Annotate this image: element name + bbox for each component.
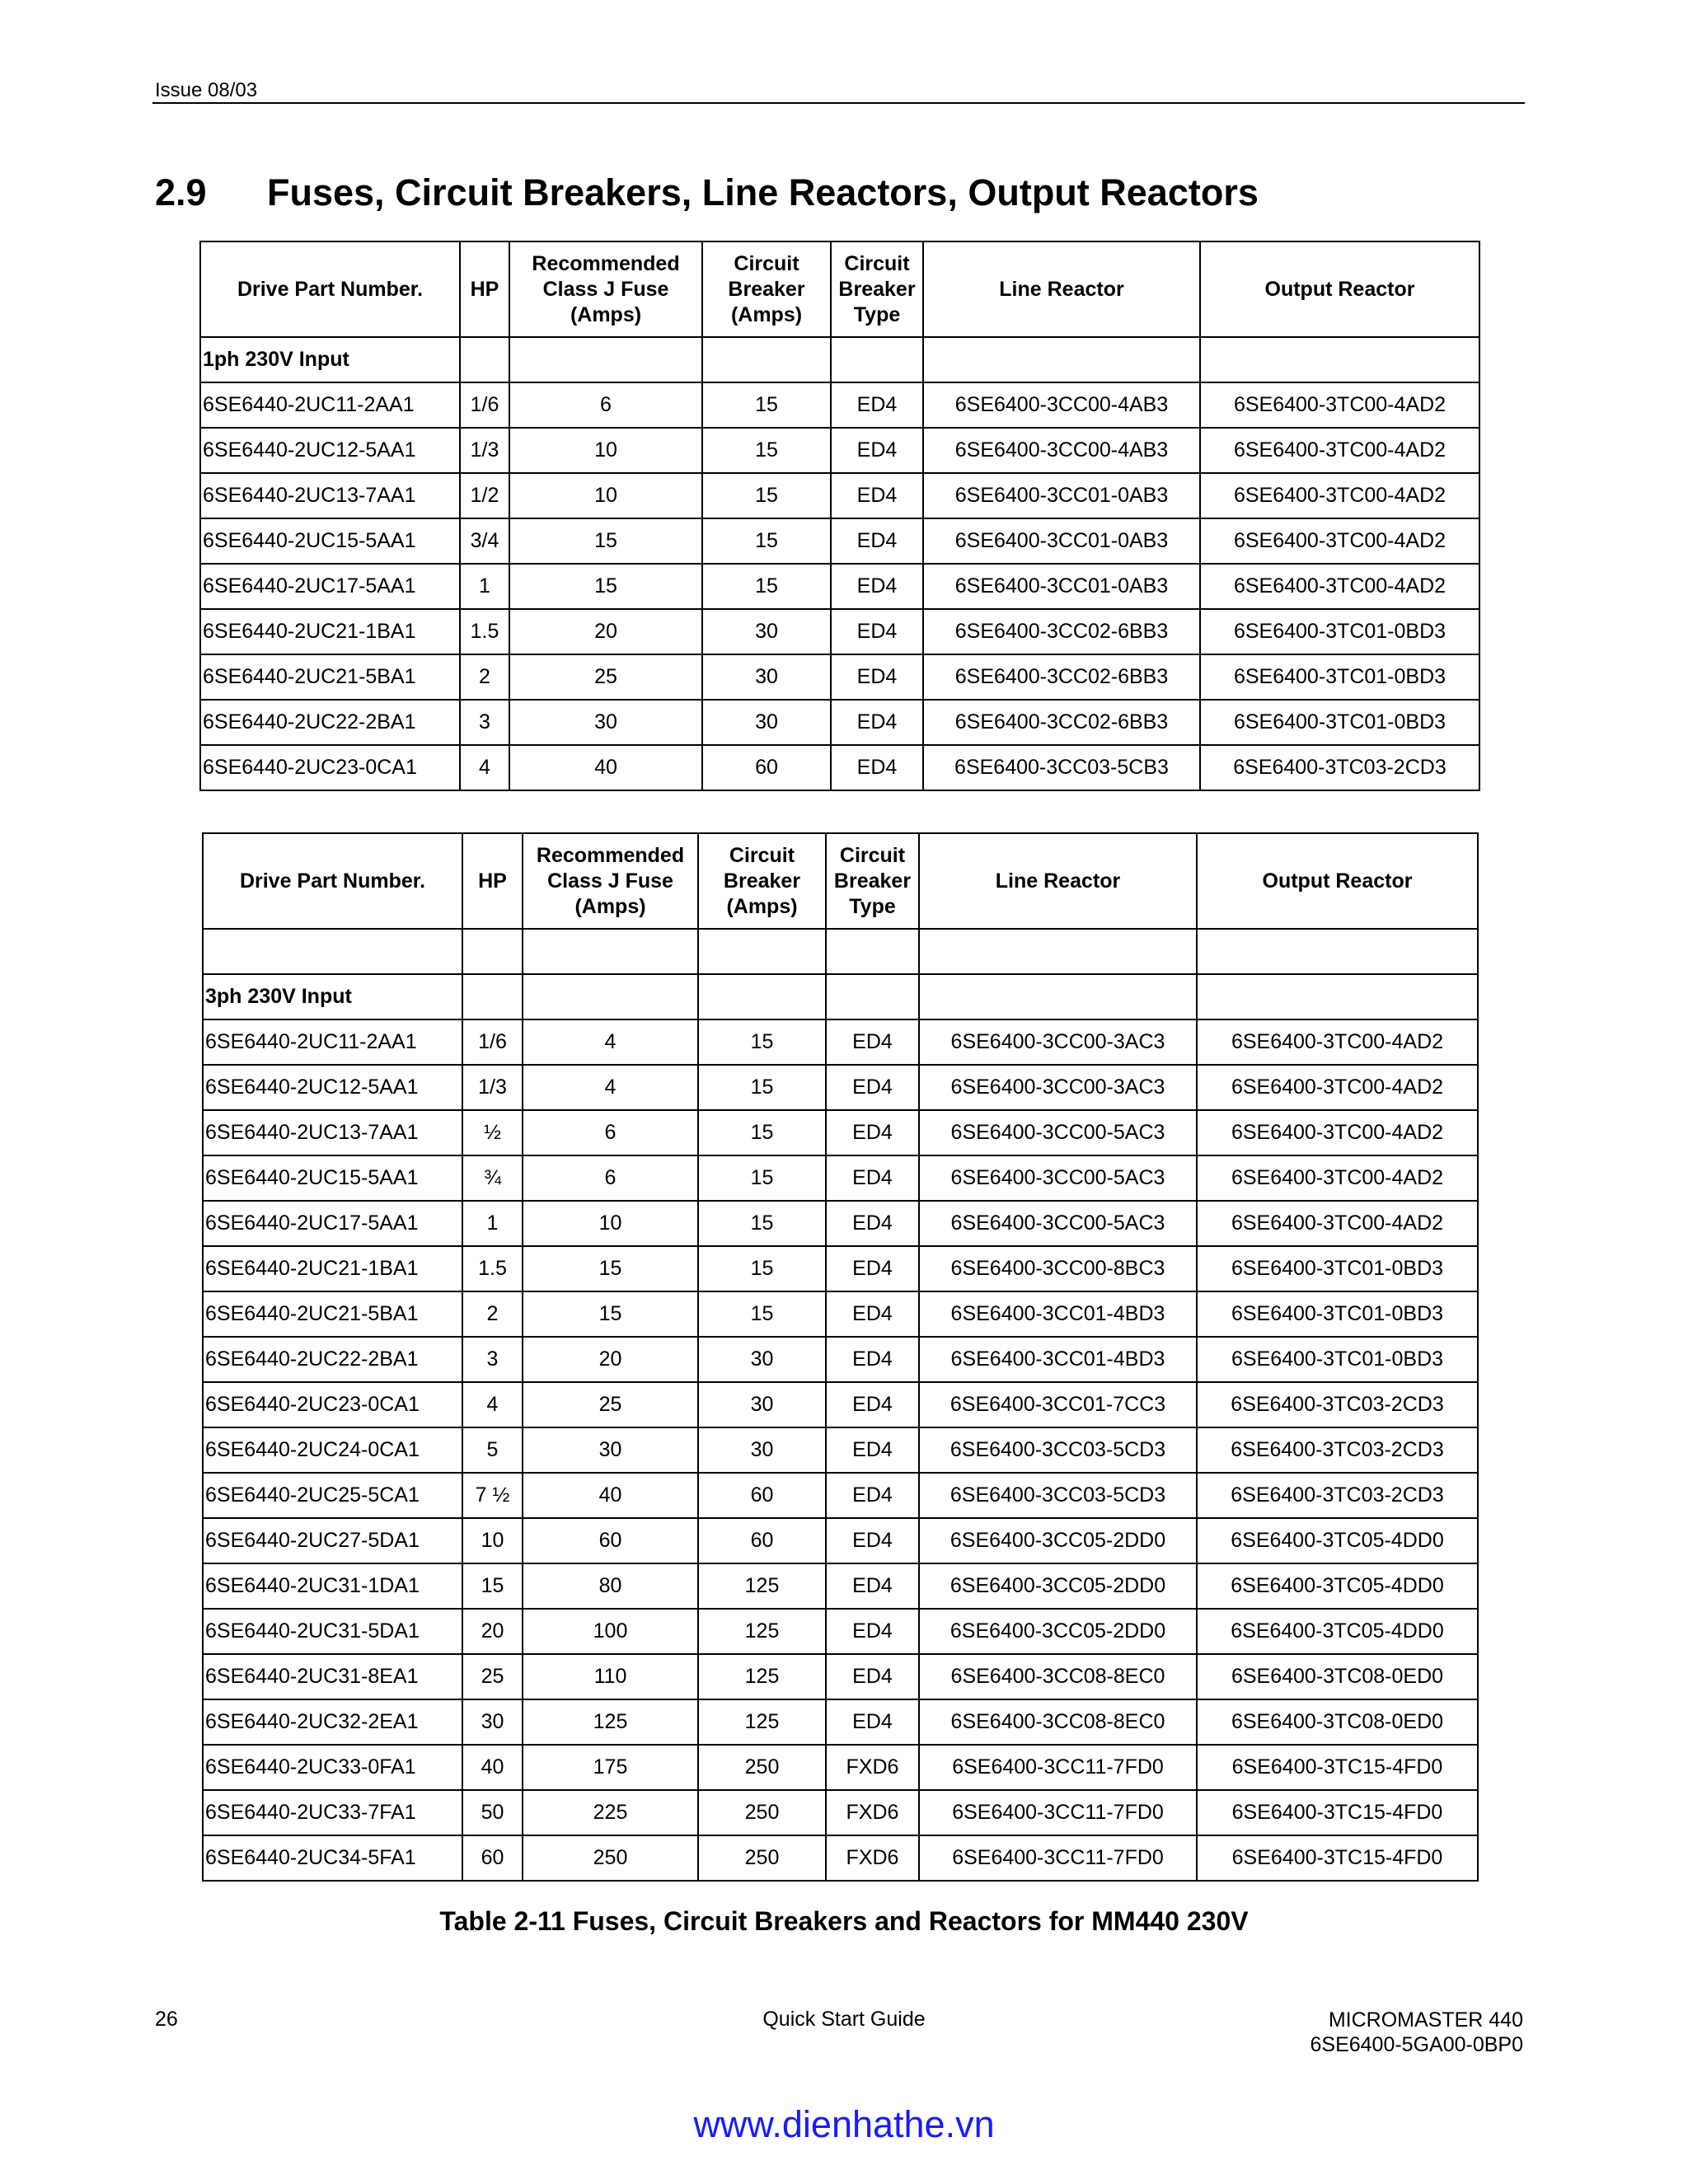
cell-fuse: 60 xyxy=(523,1518,698,1563)
cell-fuse: 40 xyxy=(509,745,702,790)
cell-breaker-type: ED4 xyxy=(826,1019,919,1065)
cell-output-reactor: 6SE6400-3TC00-4AD2 xyxy=(1200,473,1479,518)
cell-hp: 2 xyxy=(460,654,509,700)
cell-fuse: 4 xyxy=(523,1065,698,1110)
cell-breaker-amps: 30 xyxy=(702,654,831,700)
table-row xyxy=(203,1699,1478,1745)
col-header-hp: HP xyxy=(460,241,509,337)
cell-part-number: 6SE6440-2UC11-2AA1 xyxy=(200,382,460,428)
cell-hp: 1 xyxy=(462,1201,523,1246)
cell-part-number: 6SE6440-2UC13-7AA1 xyxy=(200,473,460,518)
cell-output-reactor: 6SE6400-3TC01-0BD3 xyxy=(1200,700,1479,745)
cell-breaker-type: ED4 xyxy=(826,1337,919,1382)
cell-output-reactor: 6SE6400-3TC03-2CD3 xyxy=(1197,1473,1478,1518)
cell-breaker-amps: 15 xyxy=(698,1110,826,1155)
table-row xyxy=(203,1110,1478,1155)
cell-part-number: 6SE6440-2UC17-5AA1 xyxy=(200,564,460,609)
cell-line-reactor: 6SE6400-3CC05-2DD0 xyxy=(919,1609,1197,1654)
table-row xyxy=(203,1518,1478,1563)
cell-line-reactor: 6SE6400-3CC02-6BB3 xyxy=(923,700,1200,745)
col-header-fuse: Recommended Class J Fuse (Amps) xyxy=(509,241,702,337)
cell-fuse: 15 xyxy=(523,1246,698,1291)
cell-breaker-type: ED4 xyxy=(826,1563,919,1609)
cell-line-reactor: 6SE6400-3CC03-5CD3 xyxy=(919,1427,1197,1473)
cell-breaker-type: ED4 xyxy=(826,1065,919,1110)
footer-doc-number: 6SE6400-5GA00-0BP0 xyxy=(1310,2033,1523,2056)
cell-output-reactor: 6SE6400-3TC01-0BD3 xyxy=(1197,1291,1478,1337)
cell-line-reactor: 6SE6400-3CC01-0AB3 xyxy=(923,518,1200,564)
footer-page-number: 26 xyxy=(155,2008,178,2031)
cell-hp: ½ xyxy=(462,1110,523,1155)
cell-breaker-amps: 30 xyxy=(698,1382,826,1427)
table-row xyxy=(203,1291,1478,1337)
col-header-breaker-amps: Circuit Breaker (Amps) xyxy=(702,241,831,337)
cell-hp: 40 xyxy=(462,1745,523,1790)
cell-breaker-amps: 15 xyxy=(698,1019,826,1065)
group-row xyxy=(203,974,1478,1019)
cell-breaker-amps: 15 xyxy=(702,382,831,428)
group-label: 1ph 230V Input xyxy=(200,337,460,382)
cell-line-reactor: 6SE6400-3CC08-8EC0 xyxy=(919,1699,1197,1745)
cell-breaker-type: FXD6 xyxy=(826,1790,919,1835)
cell-hp: 1/3 xyxy=(462,1065,523,1110)
cell-output-reactor: 6SE6400-3TC01-0BD3 xyxy=(1197,1337,1478,1382)
cell-hp: 1/2 xyxy=(460,473,509,518)
cell-fuse: 10 xyxy=(509,473,702,518)
cell-line-reactor: 6SE6400-3CC03-5CD3 xyxy=(919,1473,1197,1518)
cell-hp: 3 xyxy=(462,1337,523,1382)
cell-hp: 50 xyxy=(462,1790,523,1835)
table-1ph-body xyxy=(200,382,1479,790)
cell-breaker-amps: 60 xyxy=(702,745,831,790)
cell-line-reactor: 6SE6400-3CC01-4BD3 xyxy=(919,1291,1197,1337)
cell-fuse: 175 xyxy=(523,1745,698,1790)
cell-part-number: 6SE6440-2UC11-2AA1 xyxy=(203,1019,462,1065)
col-header-breaker-amps: Circuit Breaker (Amps) xyxy=(698,833,826,929)
cell-breaker-amps: 60 xyxy=(698,1518,826,1563)
cell-part-number: 6SE6440-2UC31-5DA1 xyxy=(203,1609,462,1654)
cell-fuse: 25 xyxy=(509,654,702,700)
cell-fuse: 250 xyxy=(523,1835,698,1881)
table-row xyxy=(200,564,1479,609)
cell-fuse: 15 xyxy=(509,518,702,564)
cell-breaker-type: ED4 xyxy=(826,1246,919,1291)
cell-hp: 3 xyxy=(460,700,509,745)
section-number: 2.9 xyxy=(155,171,207,213)
website-link[interactable]: www.dienhathe.vn xyxy=(693,2103,995,2145)
table-row xyxy=(200,745,1479,790)
cell-part-number: 6SE6440-2UC17-5AA1 xyxy=(203,1201,462,1246)
cell-breaker-type: ED4 xyxy=(831,654,923,700)
cell-breaker-type: ED4 xyxy=(826,1291,919,1337)
cell-output-reactor: 6SE6400-3TC01-0BD3 xyxy=(1200,609,1479,654)
cell-output-reactor: 6SE6400-3TC08-0ED0 xyxy=(1197,1654,1478,1699)
table-row xyxy=(203,1427,1478,1473)
col-header-hp: HP xyxy=(462,833,523,929)
cell-output-reactor: 6SE6400-3TC05-4DD0 xyxy=(1197,1518,1478,1563)
cell-output-reactor: 6SE6400-3TC15-4FD0 xyxy=(1197,1745,1478,1790)
cell-breaker-amps: 30 xyxy=(698,1337,826,1382)
table-1ph xyxy=(199,241,1480,791)
cell-fuse: 10 xyxy=(523,1201,698,1246)
cell-part-number: 6SE6440-2UC15-5AA1 xyxy=(200,518,460,564)
cell-breaker-amps: 15 xyxy=(698,1291,826,1337)
cell-part-number: 6SE6440-2UC23-0CA1 xyxy=(200,745,460,790)
cell-line-reactor: 6SE6400-3CC00-5AC3 xyxy=(919,1155,1197,1201)
cell-hp: 30 xyxy=(462,1699,523,1745)
table-row xyxy=(203,1019,1478,1065)
table-row xyxy=(200,609,1479,654)
cell-hp: ¾ xyxy=(462,1155,523,1201)
cell-part-number: 6SE6440-2UC25-5CA1 xyxy=(203,1473,462,1518)
cell-output-reactor: 6SE6400-3TC03-2CD3 xyxy=(1200,745,1479,790)
cell-part-number: 6SE6440-2UC21-1BA1 xyxy=(200,609,460,654)
cell-part-number: 6SE6440-2UC21-1BA1 xyxy=(203,1246,462,1291)
cell-output-reactor: 6SE6400-3TC01-0BD3 xyxy=(1200,654,1479,700)
cell-fuse: 20 xyxy=(509,609,702,654)
cell-hp: 1/6 xyxy=(462,1019,523,1065)
cell-line-reactor: 6SE6400-3CC00-5AC3 xyxy=(919,1201,1197,1246)
cell-breaker-amps: 125 xyxy=(698,1699,826,1745)
cell-output-reactor: 6SE6400-3TC05-4DD0 xyxy=(1197,1609,1478,1654)
cell-hp: 4 xyxy=(460,745,509,790)
cell-fuse: 100 xyxy=(523,1609,698,1654)
cell-part-number: 6SE6440-2UC22-2BA1 xyxy=(203,1337,462,1382)
cell-output-reactor: 6SE6400-3TC00-4AD2 xyxy=(1197,1065,1478,1110)
cell-fuse: 20 xyxy=(523,1337,698,1382)
cell-part-number: 6SE6440-2UC22-2BA1 xyxy=(200,700,460,745)
cell-part-number: 6SE6440-2UC31-8EA1 xyxy=(203,1654,462,1699)
cell-part-number: 6SE6440-2UC13-7AA1 xyxy=(203,1110,462,1155)
col-header-output-reactor: Output Reactor xyxy=(1200,241,1479,337)
table-row xyxy=(203,1337,1478,1382)
cell-fuse: 10 xyxy=(509,428,702,473)
cell-part-number: 6SE6440-2UC23-0CA1 xyxy=(203,1382,462,1427)
cell-part-number: 6SE6440-2UC31-1DA1 xyxy=(203,1563,462,1609)
cell-line-reactor: 6SE6400-3CC08-8EC0 xyxy=(919,1654,1197,1699)
cell-breaker-amps: 250 xyxy=(698,1745,826,1790)
cell-output-reactor: 6SE6400-3TC15-4FD0 xyxy=(1197,1835,1478,1881)
cell-breaker-type: ED4 xyxy=(831,473,923,518)
cell-breaker-type: FXD6 xyxy=(826,1745,919,1790)
cell-breaker-type: ED4 xyxy=(831,609,923,654)
footer-product xyxy=(1310,2008,1523,2057)
cell-line-reactor: 6SE6400-3CC01-0AB3 xyxy=(923,564,1200,609)
table-row xyxy=(203,1155,1478,1201)
cell-fuse: 110 xyxy=(523,1654,698,1699)
cell-breaker-type: ED4 xyxy=(826,1473,919,1518)
table-row xyxy=(200,654,1479,700)
cell-breaker-type: ED4 xyxy=(826,1518,919,1563)
cell-breaker-type: ED4 xyxy=(826,1155,919,1201)
cell-breaker-type: ED4 xyxy=(826,1699,919,1745)
cell-output-reactor: 6SE6400-3TC00-4AD2 xyxy=(1200,518,1479,564)
cell-fuse: 6 xyxy=(523,1110,698,1155)
cell-hp: 2 xyxy=(462,1291,523,1337)
col-header-line-reactor: Line Reactor xyxy=(923,241,1200,337)
cell-output-reactor: 6SE6400-3TC00-4AD2 xyxy=(1197,1019,1478,1065)
cell-output-reactor: 6SE6400-3TC08-0ED0 xyxy=(1197,1699,1478,1745)
table-header-row xyxy=(200,241,1479,337)
cell-line-reactor: 6SE6400-3CC03-5CB3 xyxy=(923,745,1200,790)
cell-output-reactor: 6SE6400-3TC00-4AD2 xyxy=(1197,1155,1478,1201)
cell-part-number: 6SE6440-2UC15-5AA1 xyxy=(203,1155,462,1201)
table-row xyxy=(203,1065,1478,1110)
table-row xyxy=(200,473,1479,518)
table-row xyxy=(203,1609,1478,1654)
cell-hp: 1.5 xyxy=(460,609,509,654)
cell-breaker-type: ED4 xyxy=(831,382,923,428)
cell-line-reactor: 6SE6400-3CC01-4BD3 xyxy=(919,1337,1197,1382)
cell-line-reactor: 6SE6400-3CC11-7FD0 xyxy=(919,1745,1197,1790)
cell-hp: 4 xyxy=(462,1382,523,1427)
cell-breaker-type: ED4 xyxy=(826,1110,919,1155)
col-header-line-reactor: Line Reactor xyxy=(919,833,1197,929)
cell-hp: 20 xyxy=(462,1609,523,1654)
cell-fuse: 6 xyxy=(509,382,702,428)
col-header-breaker-type: Circuit Breaker Type xyxy=(831,241,923,337)
cell-breaker-type: ED4 xyxy=(826,1201,919,1246)
cell-part-number: 6SE6440-2UC32-2EA1 xyxy=(203,1699,462,1745)
table-3ph-body xyxy=(203,1019,1478,1881)
cell-fuse: 30 xyxy=(509,700,702,745)
col-header-drive-part: Drive Part Number. xyxy=(203,833,462,929)
table-row xyxy=(203,1473,1478,1518)
cell-breaker-amps: 15 xyxy=(702,428,831,473)
cell-line-reactor: 6SE6400-3CC00-5AC3 xyxy=(919,1110,1197,1155)
cell-part-number: 6SE6440-2UC12-5AA1 xyxy=(200,428,460,473)
cell-part-number: 6SE6440-2UC21-5BA1 xyxy=(200,654,460,700)
cell-part-number: 6SE6440-2UC34-5FA1 xyxy=(203,1835,462,1881)
table-row xyxy=(200,518,1479,564)
cell-breaker-amps: 125 xyxy=(698,1609,826,1654)
cell-breaker-amps: 15 xyxy=(698,1201,826,1246)
cell-hp: 1/6 xyxy=(460,382,509,428)
col-header-fuse: Recommended Class J Fuse (Amps) xyxy=(523,833,698,929)
cell-part-number: 6SE6440-2UC27-5DA1 xyxy=(203,1518,462,1563)
cell-breaker-amps: 15 xyxy=(702,473,831,518)
cell-line-reactor: 6SE6400-3CC00-8BC3 xyxy=(919,1246,1197,1291)
cell-line-reactor: 6SE6400-3CC05-2DD0 xyxy=(919,1563,1197,1609)
cell-output-reactor: 6SE6400-3TC05-4DD0 xyxy=(1197,1563,1478,1609)
cell-fuse: 4 xyxy=(523,1019,698,1065)
cell-fuse: 125 xyxy=(523,1699,698,1745)
cell-breaker-amps: 250 xyxy=(698,1835,826,1881)
col-header-drive-part: Drive Part Number. xyxy=(200,241,460,337)
cell-fuse: 225 xyxy=(523,1790,698,1835)
table-3ph xyxy=(202,832,1479,1882)
cell-breaker-amps: 125 xyxy=(698,1563,826,1609)
cell-line-reactor: 6SE6400-3CC01-0AB3 xyxy=(923,473,1200,518)
cell-breaker-type: ED4 xyxy=(831,428,923,473)
cell-line-reactor: 6SE6400-3CC02-6BB3 xyxy=(923,609,1200,654)
cell-line-reactor: 6SE6400-3CC11-7FD0 xyxy=(919,1790,1197,1835)
cell-fuse: 30 xyxy=(523,1427,698,1473)
empty-row xyxy=(203,929,1478,974)
cell-hp: 60 xyxy=(462,1835,523,1881)
cell-breaker-amps: 30 xyxy=(698,1427,826,1473)
cell-output-reactor: 6SE6400-3TC00-4AD2 xyxy=(1197,1110,1478,1155)
table-row xyxy=(203,1790,1478,1835)
cell-breaker-amps: 30 xyxy=(702,609,831,654)
cell-hp: 1/3 xyxy=(460,428,509,473)
cell-breaker-type: ED4 xyxy=(826,1382,919,1427)
cell-breaker-type: ED4 xyxy=(831,518,923,564)
cell-hp: 5 xyxy=(462,1427,523,1473)
cell-line-reactor: 6SE6400-3CC11-7FD0 xyxy=(919,1835,1197,1881)
cell-line-reactor: 6SE6400-3CC00-3AC3 xyxy=(919,1065,1197,1110)
table-row xyxy=(203,1563,1478,1609)
cell-breaker-type: ED4 xyxy=(826,1427,919,1473)
group-label: 3ph 230V Input xyxy=(203,974,462,1019)
cell-fuse: 80 xyxy=(523,1563,698,1609)
table-row xyxy=(203,1654,1478,1699)
header-rule xyxy=(152,102,1525,104)
cell-breaker-amps: 125 xyxy=(698,1654,826,1699)
table-row xyxy=(200,428,1479,473)
cell-output-reactor: 6SE6400-3TC01-0BD3 xyxy=(1197,1246,1478,1291)
table-row xyxy=(203,1835,1478,1881)
cell-breaker-type: ED4 xyxy=(831,564,923,609)
cell-fuse: 15 xyxy=(523,1291,698,1337)
cell-output-reactor: 6SE6400-3TC00-4AD2 xyxy=(1197,1201,1478,1246)
cell-hp: 15 xyxy=(462,1563,523,1609)
footer-product-name: MICROMASTER 440 xyxy=(1328,2008,1523,2032)
cell-breaker-amps: 250 xyxy=(698,1790,826,1835)
cell-breaker-type: ED4 xyxy=(826,1609,919,1654)
cell-part-number: 6SE6440-2UC12-5AA1 xyxy=(203,1065,462,1110)
cell-hp: 10 xyxy=(462,1518,523,1563)
cell-hp: 1 xyxy=(460,564,509,609)
table-caption: Table 2-11 Fuses, Circuit Breakers and Reactors for MM440 230V xyxy=(439,1906,1249,1936)
cell-hp: 3/4 xyxy=(460,518,509,564)
cell-output-reactor: 6SE6400-3TC15-4FD0 xyxy=(1197,1790,1478,1835)
table-row xyxy=(203,1246,1478,1291)
cell-part-number: 6SE6440-2UC33-7FA1 xyxy=(203,1790,462,1835)
cell-fuse: 6 xyxy=(523,1155,698,1201)
cell-line-reactor: 6SE6400-3CC00-4AB3 xyxy=(923,382,1200,428)
cell-line-reactor: 6SE6400-3CC01-7CC3 xyxy=(919,1382,1197,1427)
footer-guide-title: Quick Start Guide xyxy=(762,2008,926,2031)
cell-line-reactor: 6SE6400-3CC05-2DD0 xyxy=(919,1518,1197,1563)
table-row xyxy=(203,1382,1478,1427)
cell-breaker-amps: 30 xyxy=(702,700,831,745)
cell-breaker-type: ED4 xyxy=(831,700,923,745)
cell-output-reactor: 6SE6400-3TC00-4AD2 xyxy=(1200,564,1479,609)
cell-breaker-type: ED4 xyxy=(826,1654,919,1699)
cell-breaker-amps: 15 xyxy=(702,518,831,564)
col-header-breaker-type: Circuit Breaker Type xyxy=(826,833,919,929)
cell-breaker-amps: 60 xyxy=(698,1473,826,1518)
table-row xyxy=(203,1201,1478,1246)
cell-part-number: 6SE6440-2UC33-0FA1 xyxy=(203,1745,462,1790)
cell-line-reactor: 6SE6400-3CC00-3AC3 xyxy=(919,1019,1197,1065)
group-row xyxy=(200,337,1479,382)
cell-breaker-amps: 15 xyxy=(698,1065,826,1110)
cell-hp: 7 ½ xyxy=(462,1473,523,1518)
cell-hp: 25 xyxy=(462,1654,523,1699)
cell-output-reactor: 6SE6400-3TC03-2CD3 xyxy=(1197,1382,1478,1427)
cell-line-reactor: 6SE6400-3CC02-6BB3 xyxy=(923,654,1200,700)
cell-fuse: 40 xyxy=(523,1473,698,1518)
table-row xyxy=(200,700,1479,745)
cell-breaker-amps: 15 xyxy=(702,564,831,609)
cell-part-number: 6SE6440-2UC21-5BA1 xyxy=(203,1291,462,1337)
cell-fuse: 15 xyxy=(509,564,702,609)
cell-breaker-amps: 15 xyxy=(698,1155,826,1201)
cell-fuse: 25 xyxy=(523,1382,698,1427)
header-issue: Issue 08/03 xyxy=(155,79,258,101)
cell-breaker-amps: 15 xyxy=(698,1246,826,1291)
cell-output-reactor: 6SE6400-3TC03-2CD3 xyxy=(1197,1427,1478,1473)
cell-output-reactor: 6SE6400-3TC00-4AD2 xyxy=(1200,428,1479,473)
cell-hp: 1.5 xyxy=(462,1246,523,1291)
table-row xyxy=(203,1745,1478,1790)
col-header-output-reactor: Output Reactor xyxy=(1197,833,1478,929)
cell-breaker-type: FXD6 xyxy=(826,1835,919,1881)
table-row xyxy=(200,382,1479,428)
cell-output-reactor: 6SE6400-3TC00-4AD2 xyxy=(1200,382,1479,428)
cell-line-reactor: 6SE6400-3CC00-4AB3 xyxy=(923,428,1200,473)
section-title: Fuses, Circuit Breakers, Line Reactors, Output Reactors xyxy=(267,171,1259,213)
cell-part-number: 6SE6440-2UC24-0CA1 xyxy=(203,1427,462,1473)
section-heading xyxy=(155,171,1259,214)
table-header-row xyxy=(203,833,1478,929)
cell-breaker-type: ED4 xyxy=(831,745,923,790)
